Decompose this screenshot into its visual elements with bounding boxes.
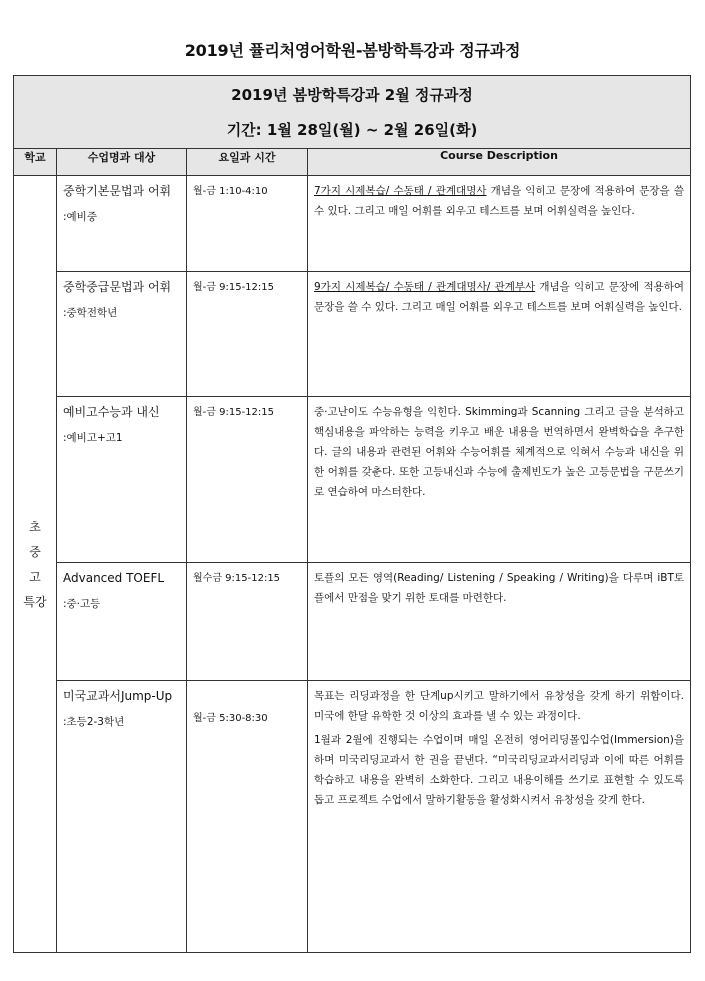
description-cell — [308, 176, 691, 272]
header-course: 수업명과 대상 — [57, 149, 187, 176]
time-cell: 월-금 9:15-12:15 — [187, 272, 308, 397]
course-target: :중·고등 — [63, 598, 101, 610]
header-time: 요일과 시간 — [187, 149, 308, 176]
course-name: 중학중급문법과 어휘 — [63, 280, 172, 294]
course-name: Advanced TOEFL — [63, 571, 165, 585]
banner-title: 2019년 봄방학특강과 2월 정규과정 — [231, 86, 473, 104]
table-row — [14, 563, 691, 681]
course-cell — [57, 563, 187, 681]
description-paragraph: 1월과 2월에 진행되는 수업이며 매일 온전히 영어리딩몰입수업(Immersion)을 하며 미국리딩교과서 한 권을 끝낸다. “미국리딩교과서리딩과 이에 따른 어휘를 학습하고 내용을 완벽히 소화한다. 그리고 내용이해를 쓰기로 표현할 수 있도록 돕고 프로젝트 수업에서 말하기활동을 활성화시켜서 유창성을 갖게 한다. — [314, 734, 685, 806]
description-highlight: 7가지 시제복습/ 수동태 / 관계대명사 — [314, 185, 487, 197]
course-name: 미국교과서Jump-Up — [63, 689, 173, 703]
course-target: :초등2-3학년 — [63, 716, 125, 728]
table-row — [14, 397, 691, 563]
description-paragraph: 목표는 리딩과정을 한 단계up시키고 말하기에서 유창성을 갖게 하기 위함이다. 미국에 한달 유학한 것 이상의 효과를 낼 수 있는 과정이다. — [314, 690, 685, 722]
description-highlight: 9가지 시제복습/ 수동태 / 관계대명사/ 관계부사 — [314, 281, 536, 293]
description-cell — [308, 681, 691, 953]
course-target: :중학전학년 — [63, 307, 118, 319]
course-name: 예비고수능과 내신 — [63, 405, 160, 419]
description-text: 개념을 익히고 문장에 적용하여 문장을 쓸 수 있다. 그리고 매일 어휘를 외우고 테스트를 보며 어휘실력을 높인다. — [314, 185, 685, 217]
school-label-char: 고 — [29, 570, 41, 584]
description-text: 개념을 익히고 문장에 적용하여 문장을 쓸 수 있다. 그리고 매일 어휘를 외우고 테스트를 보며 어휘실력을 높인다. — [314, 281, 685, 313]
header-school: 학교 — [14, 149, 57, 176]
description-cell: 중·고난이도 수능유형을 익힌다. Skimming과 Scanning 그리고 글을 분석하고 핵심내용을 파악하는 능력을 키우고 배운 내용을 번역하면서 완벽학습을 추구한다. 글의 내용과 관련된 어휘와 수능어휘를 체계적으로 익혀서 수능과 내신을 위한 어휘를 갖춘다. 또한 고등내신과 수능에 출제빈도가 높은 고등문법을 구문쓰기로 연습하여 마스터한다. — [308, 397, 691, 563]
banner-period: 기간: 1월 28일(월) ~ 2월 26일(화) — [226, 121, 478, 139]
table-row — [14, 272, 691, 397]
header-row — [14, 149, 691, 176]
banner-row — [14, 76, 691, 149]
course-target: :예비중 — [63, 211, 97, 223]
table-row — [14, 176, 691, 272]
banner — [14, 76, 691, 149]
course-cell — [57, 397, 187, 563]
course-cell — [57, 272, 187, 397]
school-label-char: 중 — [29, 545, 41, 559]
time-cell: 월-금 9:15-12:15 — [187, 397, 308, 563]
course-name: 중학기본문법과 어휘 — [63, 184, 172, 198]
description-cell: 토플의 모든 영역(Reading/ Listening / Speaking / Writing)을 다루며 iBT토플에서 만점을 맞기 위한 토대를 마련한다. — [308, 563, 691, 681]
school-cell — [14, 176, 57, 953]
time-cell: 월-금 1:10-4:10 — [187, 176, 308, 272]
header-description: Course Description — [308, 149, 691, 176]
time-cell: 월-금 5:30-8:30 — [187, 681, 308, 953]
time-cell: 월수금 9:15-12:15 — [187, 563, 308, 681]
course-cell — [57, 176, 187, 272]
course-target: :예비고+고1 — [63, 432, 123, 444]
school-label-char: 초 — [29, 520, 41, 534]
table-row — [14, 681, 691, 953]
document-title: 2019년 퓰리처영어학원-봄방학특강과 정규과정 — [184, 41, 521, 60]
school-label-char: 특강 — [23, 595, 47, 609]
course-cell — [57, 681, 187, 953]
schedule-table — [13, 75, 691, 953]
description-cell — [308, 272, 691, 397]
